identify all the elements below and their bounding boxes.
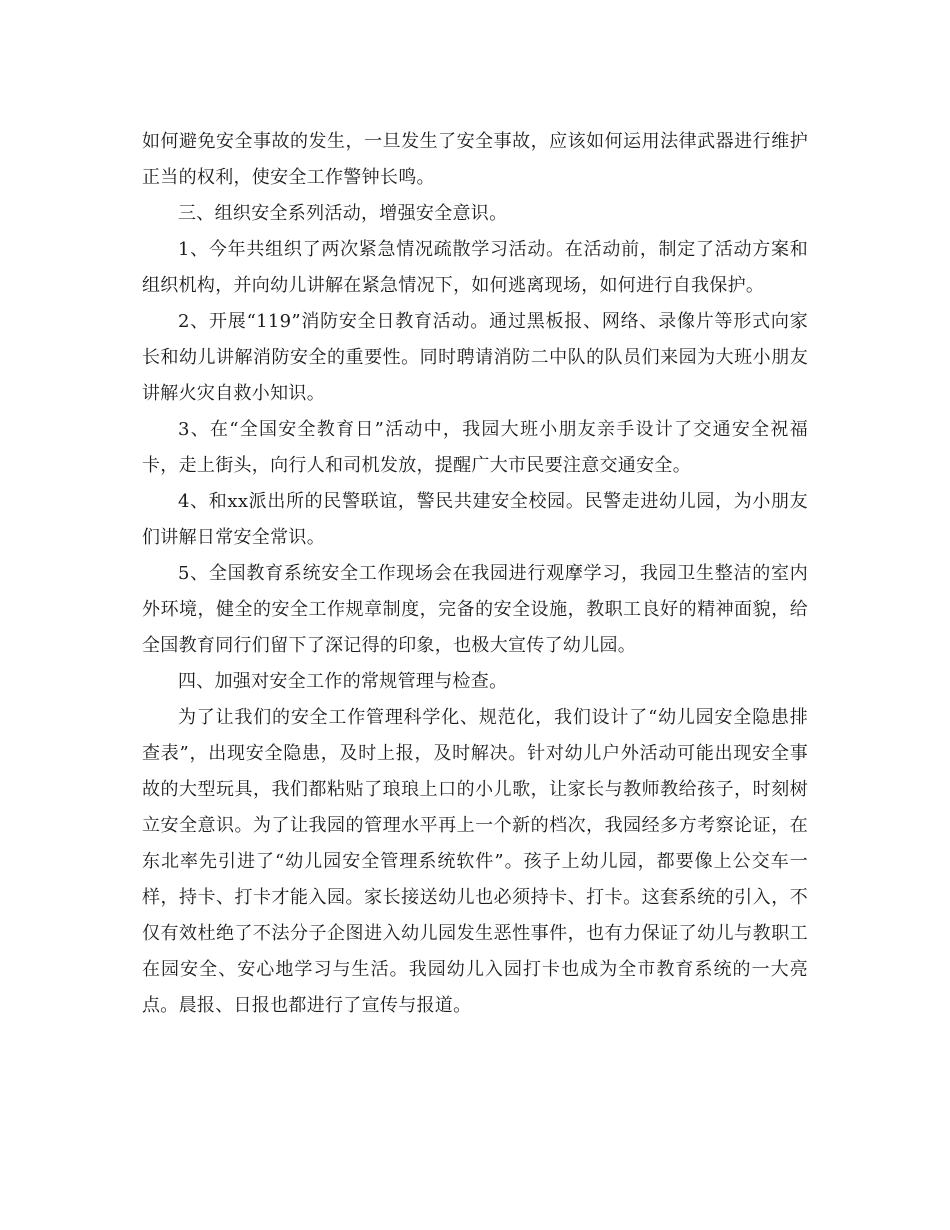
section-heading-3: 三、组织安全系列活动，增强安全意识。 xyxy=(178,203,508,224)
paragraph-item-1: 1、今年共组织了两次紧急情况疏散学习活动。在活动前，制定了活动方案和组织机构，并向幼儿讲解在紧急情况下，如何逃离现场，如何进行自我保护。 xyxy=(142,239,808,296)
paragraph-management: 为了让我们的安全工作管理科学化、规范化，我们设计了“幼儿园安全隐患排查表”，出现安全隐患，及时上报，及时解决。针对幼儿户外活动可能出现安全事故的大型玩具，我们都粘贴了琅琅上口的小儿歌，让家长与教师教给孩子，时刻树立安全意识。为了让我园的管理水平再上一个新的档次，我园经多方考察论证，在东北率先引进了“幼儿园安全管理系统软件”。孩子上幼儿园，都要像上公交车一样，持卡、打卡才能入园。家长接送幼儿也必须持卡、打卡。这套系统的引入，不仅有效杜绝了不法分子企图进入幼儿园发生恶性事件，也有力保证了幼儿与教职工在园安全、安心地学习与生活。我园幼儿入园打卡也成为全市教育系统的一大亮点。晨报、日报也都进行了宣传与报道。 xyxy=(142,707,808,1016)
paragraph-item-2: 2、开展“119”消防安全日教育活动。通过黑板报、网络、录像片等形式向家长和幼儿讲解消防安全的重要性。同时聘请消防二中队的队员们来园为大班小朋友讲解火灾自救小知识。 xyxy=(142,311,808,404)
paragraph-item-3: 3、在“全国安全教育日”活动中，我园大班小朋友亲手设计了交通安全祝福卡，走上街头，向行人和司机发放，提醒广大市民要注意交通安全。 xyxy=(142,419,808,476)
paragraph-continuation: 如何避免安全事故的发生，一旦发生了安全事故，应该如何运用法律武器进行维护正当的权利，使安全工作警钟长鸣。 xyxy=(142,131,808,188)
paragraph-item-4: 4、和xx派出所的民警联谊，警民共建安全校园。民警走进幼儿园，为小朋友们讲解日常安全常识。 xyxy=(142,491,808,548)
document-body xyxy=(142,124,808,1024)
section-heading-4: 四、加强对安全工作的常规管理与检查。 xyxy=(178,671,508,692)
paragraph-item-5: 5、全国教育系统安全工作现场会在我园进行观摩学习，我园卫生整洁的室内外环境，健全的安全工作规章制度，完备的安全设施，教职工良好的精神面貌，给全国教育同行们留下了深记得的印象，也极大宣传了幼儿园。 xyxy=(142,563,808,656)
